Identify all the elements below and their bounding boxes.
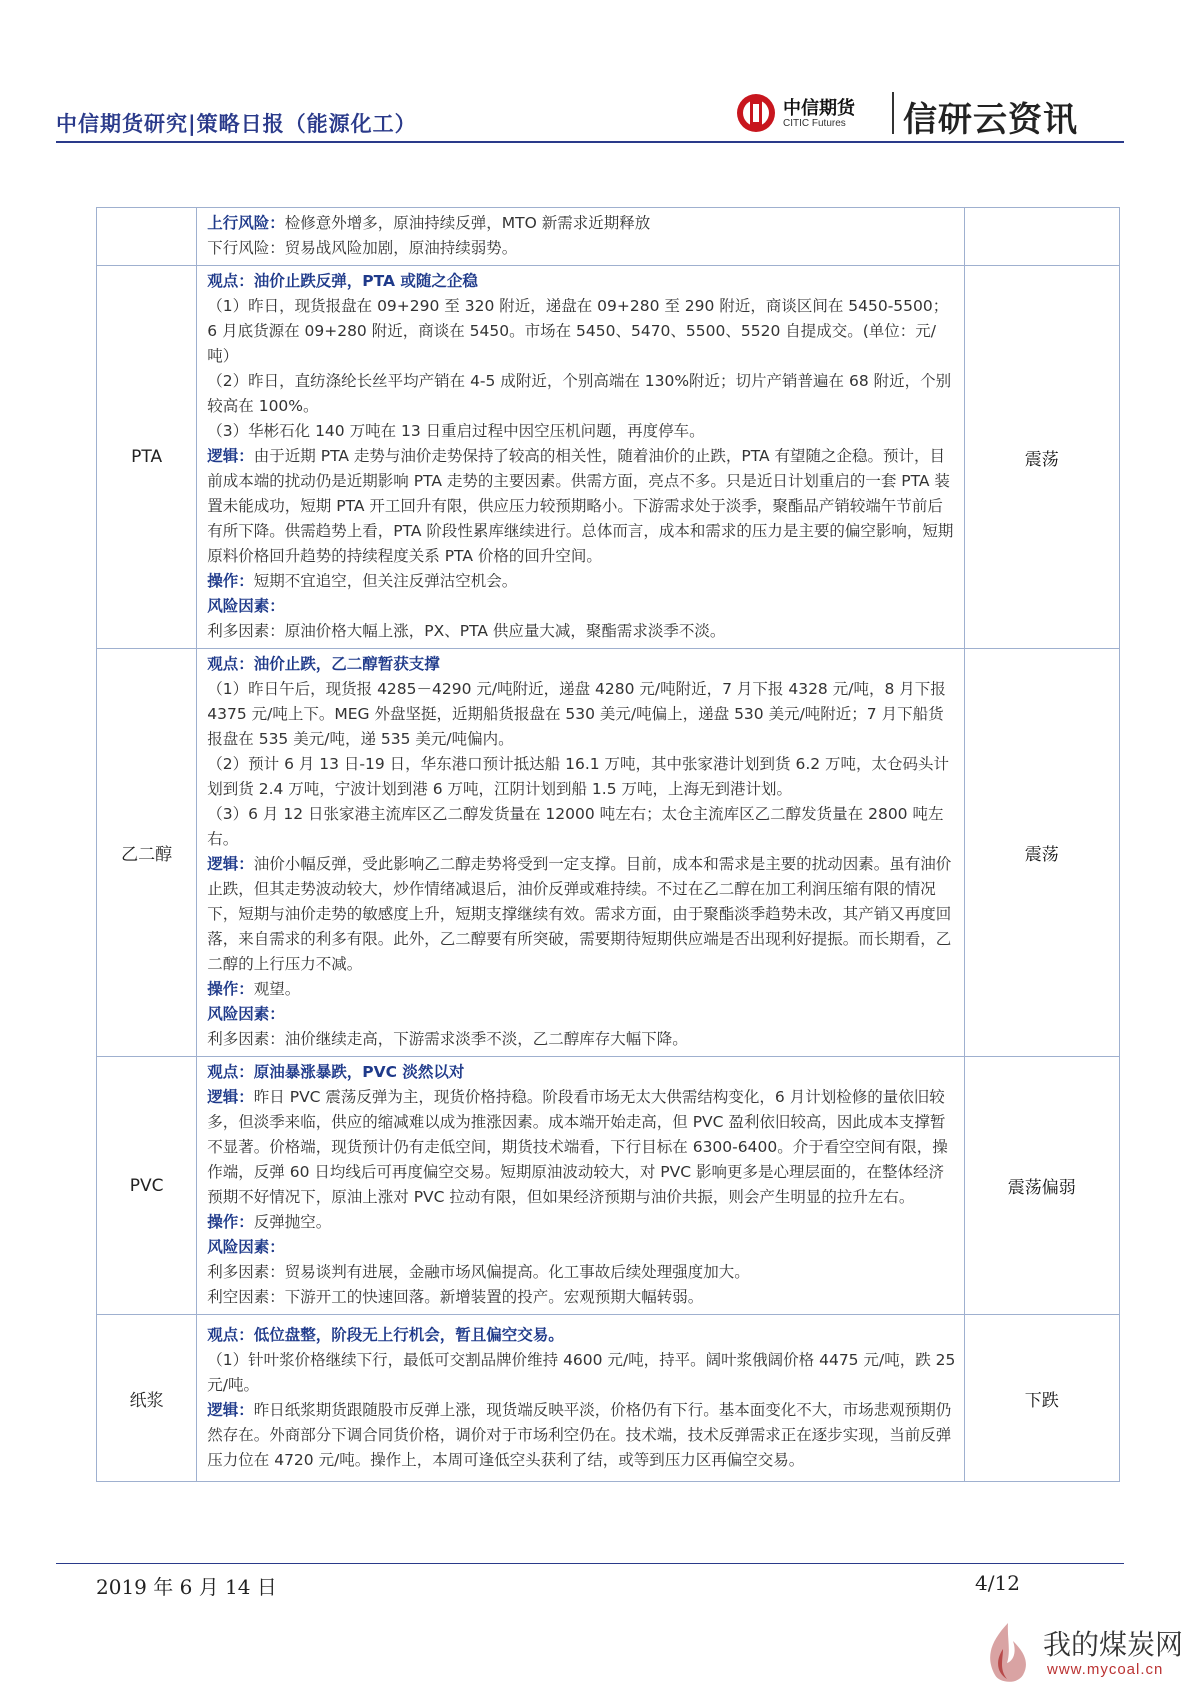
paragraph-label: 风险因素： (207, 1005, 285, 1023)
paragraph-label: 上行风险： (207, 214, 285, 232)
paragraph-label: 操作： (207, 980, 254, 998)
analysis-paragraph (207, 1260, 957, 1285)
analysis-paragraph (207, 211, 957, 236)
paragraph-text: （1）针叶浆价格继续下行，最低可交割品牌价维持 4600 元/吨，持平。阔叶浆俄阔价格 4475 元/吨，跌 25 元/吨。 (207, 1350, 956, 1394)
product-cell: 乙二醇 (97, 649, 197, 1057)
analysis-paragraph (207, 852, 957, 977)
paragraph-text: 利多因素：原油价格大幅上涨，PX、PTA 供应量大减，聚酯需求淡季不淡。 (207, 622, 726, 640)
watermark-text: 我的煤炭网 (1043, 1628, 1184, 1661)
logo-separator (892, 92, 894, 134)
analysis-paragraph (207, 294, 957, 369)
logo-chinese-name: 中信期货 (783, 98, 855, 119)
flame-logo-icon (977, 1619, 1039, 1689)
market-view-cell (964, 208, 1119, 266)
paragraph-text: （3）6 月 12 日张家港主流库区乙二醇发货量在 12000 吨左右；太仓主流库区乙二醇发货量在 2800 吨左右。 (207, 805, 944, 848)
citic-logo (735, 88, 1115, 140)
paragraph-text: （2）预计 6 月 13 日-19 日，华东港口预计抵达船 16.1 万吨，其中张家港计划到货 6.2 万吨，太仓码头计划到货 2.4 万吨，宁波计划到港 6 万吨，江阴计划到船 1.5 万吨，上海无到港计划。 (207, 755, 950, 798)
analysis-paragraph (207, 444, 957, 569)
paragraph-label: 观点：原油暴涨暴跌，PVC 淡然以对 (207, 1063, 465, 1081)
analysis-paragraph (207, 619, 957, 644)
analysis-paragraph (207, 419, 957, 444)
paragraph-label: 逻辑： (207, 447, 254, 465)
analysis-paragraph (207, 594, 957, 619)
product-cell: PTA (97, 266, 197, 649)
analysis-paragraph (207, 677, 957, 752)
analysis-paragraph (207, 752, 957, 802)
paragraph-text: 短期不宜追空，但关注反弹沽空机会。 (253, 572, 518, 590)
table-row (97, 1057, 1120, 1315)
paragraph-label: 观点：低位盘整，阶段无上行机会，暂且偏空交易。 (207, 1325, 564, 1344)
analysis-paragraph (207, 369, 957, 419)
analysis-cell (197, 208, 964, 266)
paragraph-label: 风险因素： (207, 1238, 285, 1256)
paragraph-text: 反弹抛空。 (253, 1213, 332, 1231)
paragraph-label: 操作： (207, 1213, 254, 1231)
analysis-paragraph (207, 236, 957, 261)
analysis-cell (197, 266, 964, 649)
analysis-paragraph (207, 652, 957, 677)
paragraph-text: 利多因素：油价继续走高，下游需求淡季不淡，乙二醇库存大幅下降。 (207, 1030, 688, 1048)
analysis-paragraph (207, 1323, 957, 1348)
market-view-cell: 震荡 (964, 266, 1119, 649)
analysis-paragraph (207, 802, 957, 852)
product-cell: 纸浆 (97, 1315, 197, 1482)
paragraph-label: 操作： (207, 572, 254, 590)
report-date: 2019 年 6 月 14 日 (96, 1575, 277, 1599)
brand-name: 信研云资讯 (903, 100, 1078, 140)
citic-emblem-icon (735, 92, 777, 134)
page-number: 4/12 (975, 1571, 1020, 1595)
report-header-title: 中信期货研究|策略日报（能源化工） (56, 112, 417, 136)
analysis-paragraph (207, 1210, 957, 1235)
paragraph-text: 昨日纸浆期货跟随股市反弹上涨，现货端反映平淡，价格仍有下行。基本面变化不大，市场悲观预期仍然存在。外商部分下调合同货价格，调价对于市场利空仍在。技术端，技术反弹需求正在逐步实现，当前反弹压力位在 4720 元/吨。操作上，本周可逢低空头获利了结，或等到压力区再偏空交易。 (207, 1400, 952, 1469)
product-cell (97, 208, 197, 266)
paragraph-label: 逻辑： (207, 855, 254, 873)
analysis-paragraph (207, 1235, 957, 1260)
analysis-cell (197, 1057, 964, 1315)
paragraph-text: （2）昨日，直纺涤纶长丝平均产销在 4-5 成附近，个别高端在 130%附近；切片产销普遍在 68 附近，个别较高在 100%。 (207, 372, 952, 415)
header-divider (56, 141, 1124, 143)
paragraph-text: （1）昨日午后，现货报 4285－4290 元/吨附近，递盘 4280 元/吨附近，7 月下报 4328 元/吨，8 月下报 4375 元/吨上下。MEG 外盘坚挺，近期船货报盘在 530 美元/吨偏上，递盘 530 美元/吨附近；7 月下船货报盘在 535 美元/吨，递 535 美元/吨偏内。 (207, 680, 946, 748)
paragraph-text: （3）华彬石化 140 万吨在 13 日重启过程中因空压机问题，再度停车。 (207, 422, 705, 440)
analysis-paragraph (207, 269, 957, 294)
analysis-paragraph (207, 1060, 957, 1085)
logo-english-name: CITIC Futures (783, 118, 846, 129)
paragraph-text: 昨日 PVC 震荡反弹为主，现货价格持稳。阶段看市场无太大供需结构变化，6 月计划检修的量依旧较多，但淡季来临，供应的缩减难以成为推涨因素。成本端开始走高，但 PVC 盈利依旧较高，因此成本支撑暂不显著。价格端，现货预计仍有走低空间，期货技术端看，下行目标在 6300-6400。介于看空空间有限，操作端，反弹 60 日均线后可再度偏空交易。短期原油波动较大，对 PVC 影响更多是心理层面的，在整体经济预期不好情况下，原油上涨对 PVC 拉动有限，但如果经济预期与油价共振，则会产生明显的拉升左右。 (207, 1088, 948, 1206)
analysis-paragraph (207, 977, 957, 1002)
paragraph-text: （1）昨日，现货报盘在 09+290 至 320 附近，递盘在 09+280 至 290 附近，商谈区间在 5450-5500；6 月底货源在 09+280 附近，商谈在 5450。市场在 5450、5470、5500、5520 自提成交。(单位：元/吨） (207, 297, 949, 365)
table-row (97, 208, 1120, 266)
watermark-url: www.mycoal.cn (1047, 1661, 1164, 1678)
paragraph-label: 观点：油价止跌反弹，PTA 或随之企稳 (207, 272, 478, 290)
analysis-paragraph (207, 569, 957, 594)
paragraph-label: 风险因素： (207, 597, 285, 615)
paragraph-label: 逻辑： (207, 1400, 254, 1419)
paragraph-label: 观点：油价止跌，乙二醇暂获支撑 (207, 655, 440, 673)
table-row (97, 1315, 1120, 1482)
analysis-paragraph (207, 1398, 957, 1473)
table-row (97, 649, 1120, 1057)
table-row (97, 266, 1120, 649)
paragraph-text: 利空因素：下游开工的快速回落。新增装置的投产。宏观预期大幅转弱。 (207, 1288, 704, 1306)
market-view-cell: 震荡偏弱 (964, 1057, 1119, 1315)
mycoal-watermark (975, 1615, 1200, 1696)
analysis-paragraph (207, 1348, 957, 1398)
analysis-paragraph (207, 1085, 957, 1210)
analysis-cell (197, 649, 964, 1057)
product-cell: PVC (97, 1057, 197, 1315)
market-view-cell: 下跌 (964, 1315, 1119, 1482)
analysis-cell (197, 1315, 964, 1482)
footer-divider (56, 1563, 1124, 1564)
paragraph-text: 观望。 (253, 980, 301, 998)
analysis-paragraph (207, 1285, 957, 1310)
strategy-table (96, 207, 1120, 1482)
market-view-cell: 震荡 (964, 649, 1119, 1057)
paragraph-text: 检修意外增多，原油持续反弹，MTO 新需求近期释放 (284, 214, 651, 232)
analysis-paragraph (207, 1002, 957, 1027)
paragraph-text: 利多因素：贸易谈判有进展，金融市场风偏提高。化工事故后续处理强度加大。 (207, 1263, 750, 1281)
paragraph-text: 下行风险：贸易战风险加剧，原油持续弱势。 (207, 239, 518, 257)
paragraph-text: 油价小幅反弹，受此影响乙二醇走势将受到一定支撑。目前，成本和需求是主要的扰动因素。虽有油价止跌，但其走势波动较大，炒作情绪减退后，油价反弹或难持续。不过在乙二醇在加工利润压缩有限的情况下，短期与油价走势的敏感度上升，短期支撑继续有效。需求方面，由于聚酯淡季趋势未改，其产销又再度回落，来自需求的利多有限。此外，乙二醇要有所突破，需要期待短期供应端是否出现利好提振。而长期看，乙二醇的上行压力不减。 (207, 855, 952, 973)
paragraph-label: 逻辑： (207, 1088, 254, 1106)
paragraph-text: 由于近期 PTA 走势与油价走势保持了较高的相关性，随着油价的止跌，PTA 有望随之企稳。预计，目前成本端的扰动仍是近期影响 PTA 走势的主要因素。供需方面，亮点不多。只是近日计划重启的一套 PTA 装置未能成功，短期 PTA 开工回升有限，供应压力较预期略小。下游需求处于淡季，聚酯品产销较端午节前后有所下降。供需趋势上看，PTA 阶段性累库继续进行。总体而言，成本和需求的压力是主要的偏空影响，短期原料价格回升趋势的持续程度关系 PTA 价格的回升空间。 (207, 447, 954, 565)
analysis-paragraph (207, 1027, 957, 1052)
